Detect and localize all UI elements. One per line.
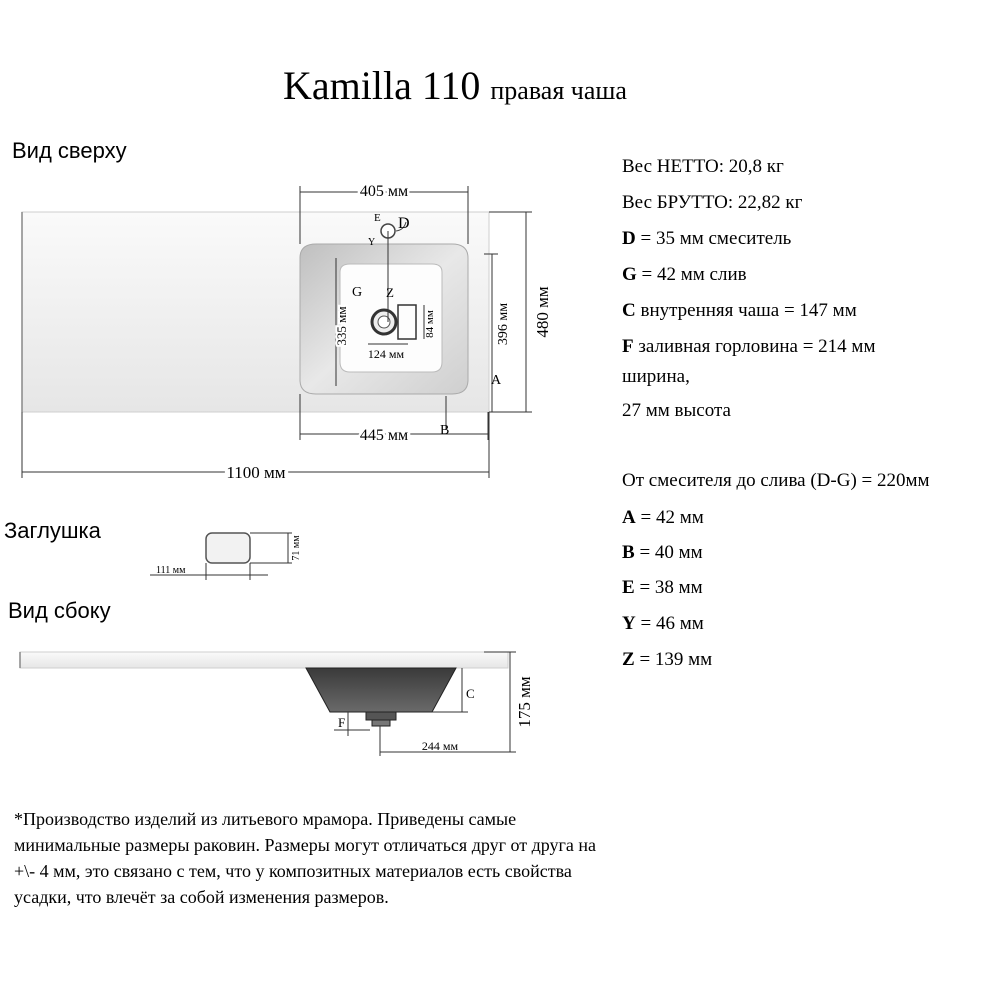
spec-7: 27 мм высота (622, 400, 731, 421)
dim-basin-width: 405 мм (359, 183, 409, 200)
spec-11: E = 38 мм (622, 577, 703, 598)
label-f: F (338, 715, 346, 730)
spec-2: D = 35 мм смеситель (622, 228, 792, 249)
side-dim-height: 175 мм (515, 676, 534, 728)
plug-dim-height: 71 мм (291, 535, 302, 561)
spec-8: От смесителя до слива (D-G) = 220мм (622, 470, 930, 491)
label-d: D (398, 215, 410, 232)
spec-13: Z = 139 мм (622, 649, 713, 670)
plug-heading: Заглушка (4, 518, 101, 543)
plug-shape (206, 533, 250, 563)
model-variant: правая чаша (490, 76, 627, 105)
dim-bowl-width: 445 мм (359, 427, 409, 444)
dim-inner-depth: 396 мм (496, 302, 511, 346)
spec-6: ширина, (622, 366, 690, 387)
plug-dim-width: 111 мм (156, 565, 186, 576)
plug-drawing (150, 533, 302, 580)
side-drain (366, 712, 396, 720)
dim-bowl-length: 335 мм (334, 306, 349, 346)
spec-3: G = 42 мм слив (622, 264, 747, 285)
spec-1: Вес БРУТТО: 22,82 кг (622, 192, 803, 213)
side-slab (20, 652, 508, 668)
footnote: *Производство изделий из литьевого мрамора. Приведены самые минимальные размеры раковин. Размеры могут отличаться друг от друга на +\- 4 мм, это связано с тем, что у композитных материалов есть свойства усадки, что влечёт за собой изменения размеров. (14, 809, 597, 907)
label-y: Y (368, 237, 376, 248)
dim-drain-width: 124 мм (367, 347, 405, 361)
dim-depth: 480 мм (533, 286, 552, 338)
spec-9: A = 42 мм (622, 507, 704, 528)
model-name: Kamilla 110 (283, 63, 481, 108)
spec-0: Вес НЕТТО: 20,8 кг (622, 156, 784, 177)
label-e: E (374, 212, 381, 224)
dim-length: 1100 мм (226, 463, 286, 482)
dim-drain-offset: 84 мм (424, 310, 436, 338)
label-a: A (491, 373, 502, 388)
spec-10: B = 40 мм (622, 542, 703, 563)
label-g: G (352, 285, 363, 300)
side-bowl (306, 668, 456, 712)
spec-4: C внутренняя чаша = 147 мм (622, 300, 857, 321)
spec-12: Y = 46 мм (622, 613, 704, 634)
label-b: B (440, 423, 450, 438)
top-view-drawing (22, 183, 552, 482)
side-view-heading: Вид сбоку (8, 598, 111, 623)
spec-5: F заливная горловина = 214 мм (622, 336, 876, 357)
label-z: Z (386, 285, 394, 300)
side-view-drawing (20, 652, 534, 756)
label-c: C (466, 686, 475, 701)
side-dim-drain: 244 мм (421, 739, 459, 753)
top-view-heading: Вид сверху (12, 138, 127, 163)
